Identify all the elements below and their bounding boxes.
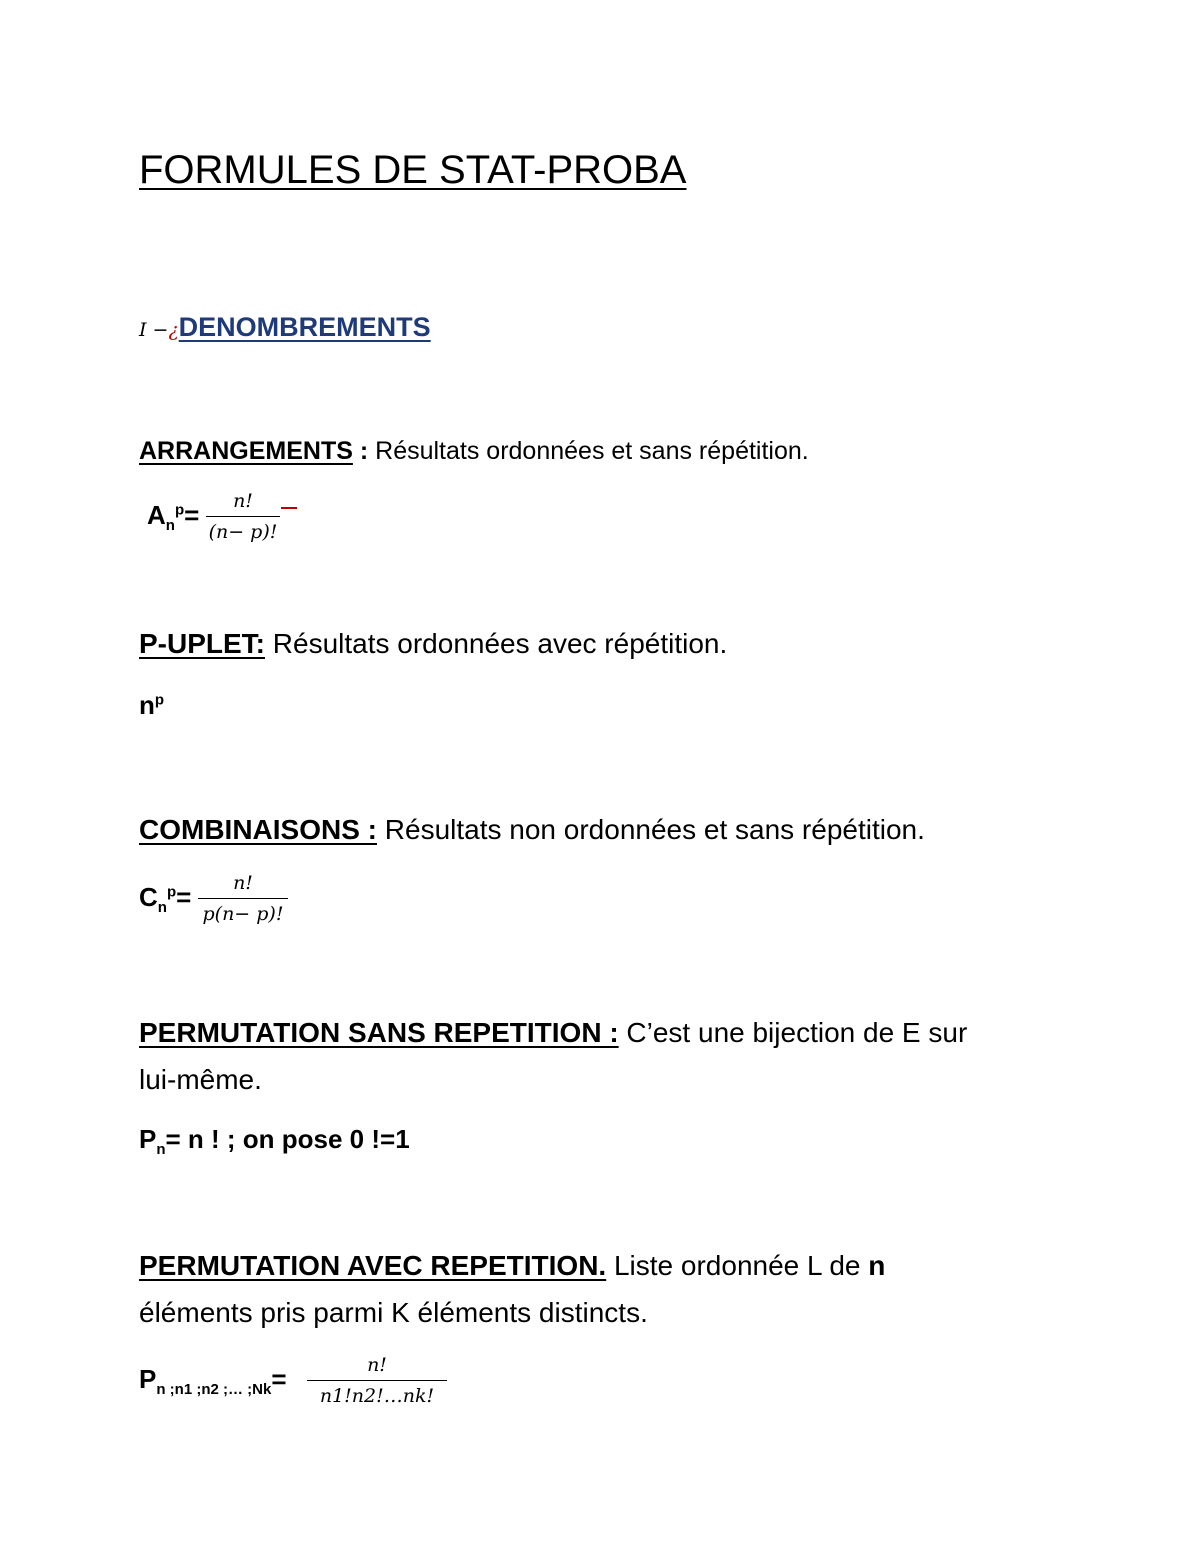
page-title: FORMULES DE STAT-PROBA [139, 148, 687, 192]
perm-avec-formula: $P_{n ;n1 ;n2 ;\dots ;Nk}=$ [139, 1364, 287, 1399]
combinaisons-formula: $C_n^p=$ [139, 882, 192, 917]
section-number: I −¿ [139, 319, 179, 341]
perm-sans-label: PERMUTATION SANS REPETITION : [139, 1017, 619, 1048]
arrangements-label: ARRANGEMENTS [139, 437, 353, 465]
perm-avec-label: PERMUTATION AVEC REPETITION. [139, 1250, 607, 1281]
section-title: DENOMBREMENTS [178, 312, 431, 342]
arrangements-formula: $A_n^p=$ [147, 500, 200, 535]
perm-sans-definition: PERMUTATION SANS REPETITION : C’est une bijection de E sur lui-même. [139, 1017, 968, 1095]
puplet-label: P-UPLET: [139, 628, 265, 659]
red-mark [281, 507, 297, 509]
arrangements-fraction: $\frac{n!}{(n- p)!}$ [206, 490, 280, 543]
combinaisons-definition: COMBINAISONS : Résultats non ordonnées et sans répétition. [139, 814, 925, 845]
perm-avec-definition: PERMUTATION AVEC REPETITION. Liste ordonnée L de n éléments pris parmi K éléments distincts. [139, 1250, 886, 1328]
combinaisons-fraction: $\frac{n!}{p(n- p)!}$ [198, 872, 288, 925]
perm-avec-fraction: $\frac{n!}{n1!n2!\dots nk!}$ [307, 1354, 447, 1407]
puplet-definition: P-UPLET: Résultats ordonnées avec répétition. [139, 628, 728, 659]
combinaisons-label: COMBINAISONS : [139, 814, 377, 845]
puplet-formula: $n^p$ [139, 690, 165, 720]
section-heading [139, 312, 431, 343]
perm-sans-formula: $P_n= n$ ! ; on pose 0 !=1 [139, 1124, 410, 1159]
arrangements-definition: ARRANGEMENTS : Résultats ordonnées et sans répétition. [139, 437, 809, 465]
